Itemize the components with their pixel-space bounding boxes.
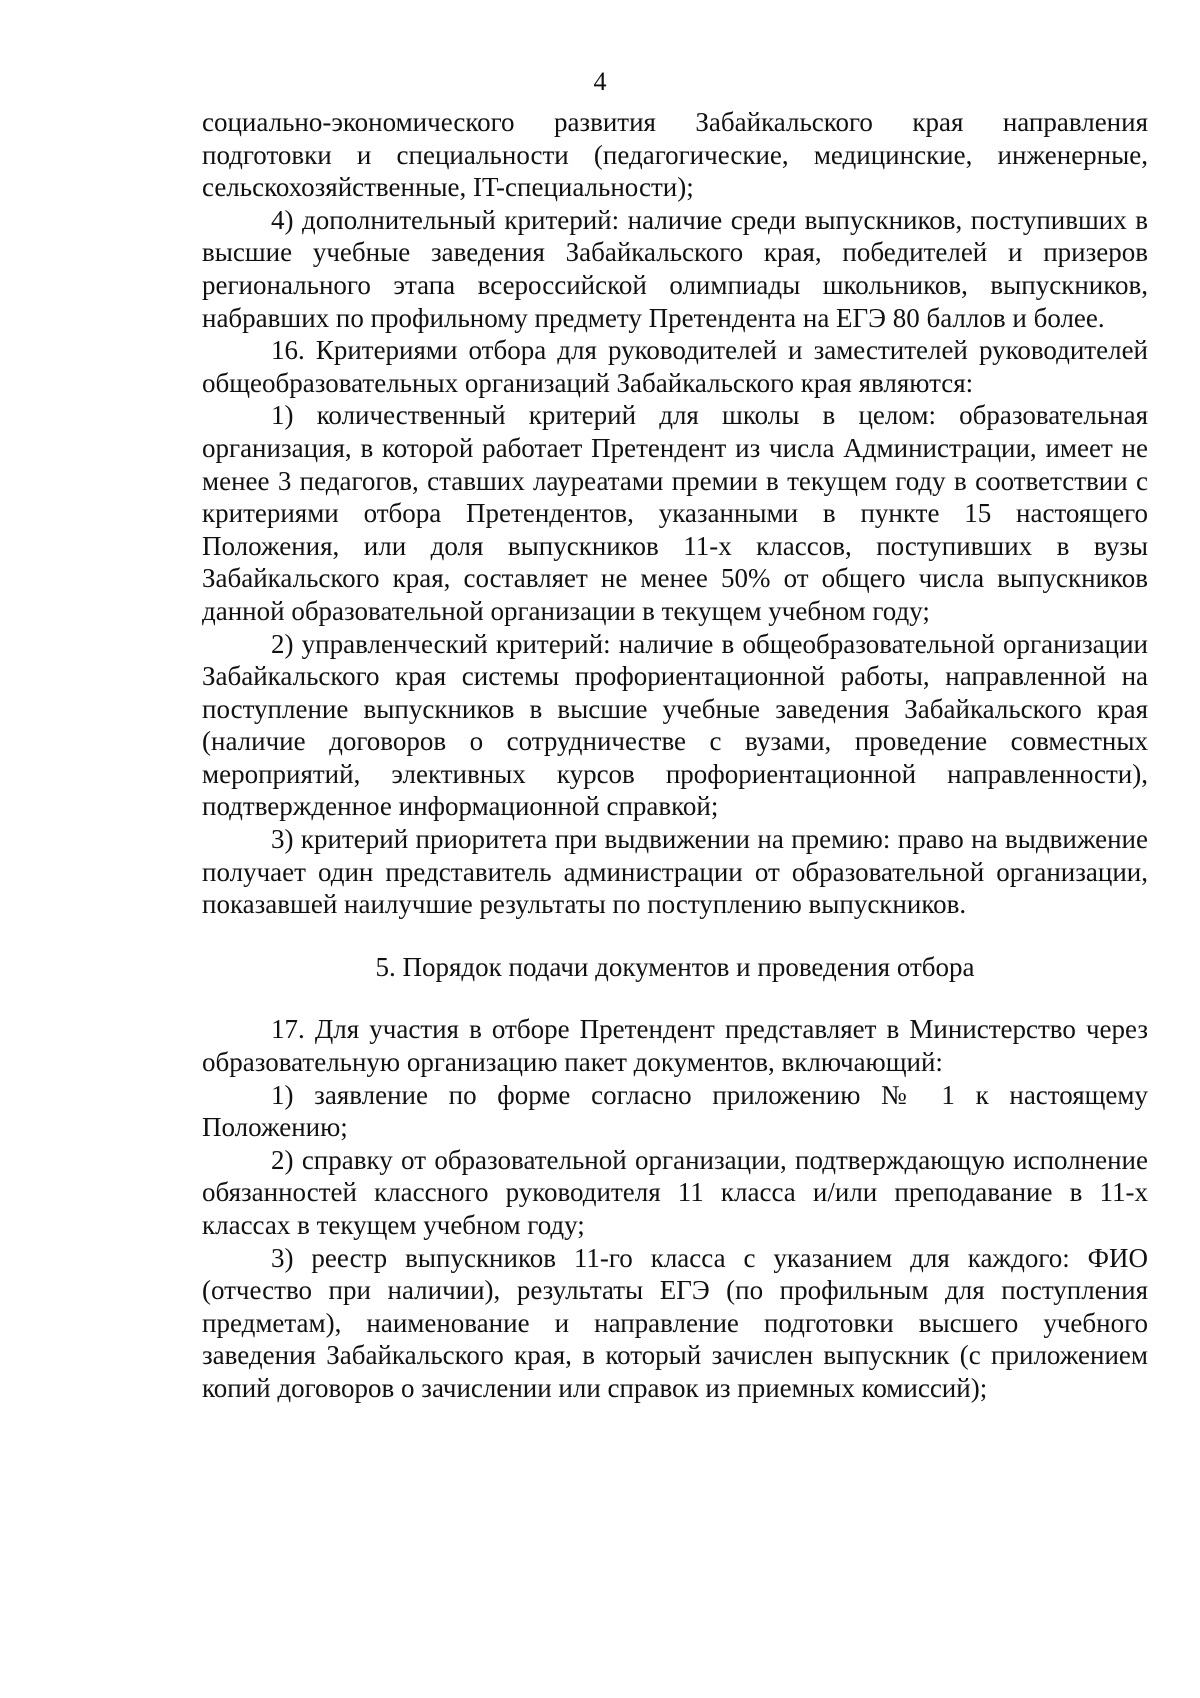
paragraph-item-2: 2) управленческий критерий: наличие в общеобразовательной организации Забайкальского края системы профориентационной работы, направленной на поступление выпускников в высшие учебные заведения Забайкальского края (наличие договоров о сотрудничестве с вузами, проведение совместных мероприятий, элективных курсов профориентационной направленности), подтвержденное информационной справкой; [202,628,1148,822]
paragraph-17: 17. Для участия в отборе Претендент представляет в Министерство через образовательную организацию пакет документов, включающий: [202,1014,1148,1078]
paragraph-item-3: 3) критерий приоритета при выдвижении на премию: право на выдвижение получает один представитель администрации от образовательной организации, показавшей наилучшие результаты по поступлению выпускников. [202,824,1148,920]
paragraph-item-4: 4) дополнительный критерий: наличие среди выпускников, поступивших в высшие учебные заведения Забайкальского края, победителей и призеров регионального этапа всероссийской олимпиады школьников, выпускников, набравших по профильному предмету Претендента на ЕГЭ 80 баллов и более. [202,204,1148,333]
document-body [202,106,1148,1405]
paragraph-16: 16. Критериями отбора для руководителей и заместителей руководителей общеобразовательных организаций Забайкальского края являются: [202,335,1148,398]
paragraphs-top [202,106,1148,921]
paragraph-item-1: 1) количественный критерий для школы в целом: образовательная организация, в которой работает Претендент из числа Администрации, имеет не менее 3 педагогов, ставших лауреатами премии в текущем году в соответствии с критериями отбора Претендентов, указанными в пункте 15 настоящего Положения, или доля выпускников 11-х классов, поступивших в вузы Забайкальского края, составляет не менее 50% от общего числа выпускников данной образовательной организации в текущем учебном году; [202,400,1148,626]
section-title: 5. Порядок подачи документов и проведения отбора [375,951,975,982]
paragraph-item-1: 1) заявление по форме согласно приложению № 1 к настоящему Положению; [202,1079,1148,1143]
paragraph: социально-экономического развития Забайкальского края направления подготовки и специальности (педагогические, медицинские, инженерные, сельскохозяйственные, IT-специальности); [202,107,1148,203]
paragraph-item-2: 2) справку от образовательной организации, подтверждающую исполнение обязанностей классного руководителя 11 класса и/или преподавание в 11-х классах в текущем учебном году; [202,1144,1148,1240]
paragraph-item-3: 3) реестр выпускников 11-го класса с указанием для каждого: ФИО (отчество при наличии), результаты ЕГЭ (по профильным для поступления предметам), наименование и направление подготовки высшего учебного заведения Забайкальского края, в который зачислен выпускник (с приложением копий договоров о зачислении или справок из приемных комиссий); [202,1242,1148,1403]
paragraphs-bottom [202,1013,1148,1404]
page-number: 4 [593,67,607,96]
